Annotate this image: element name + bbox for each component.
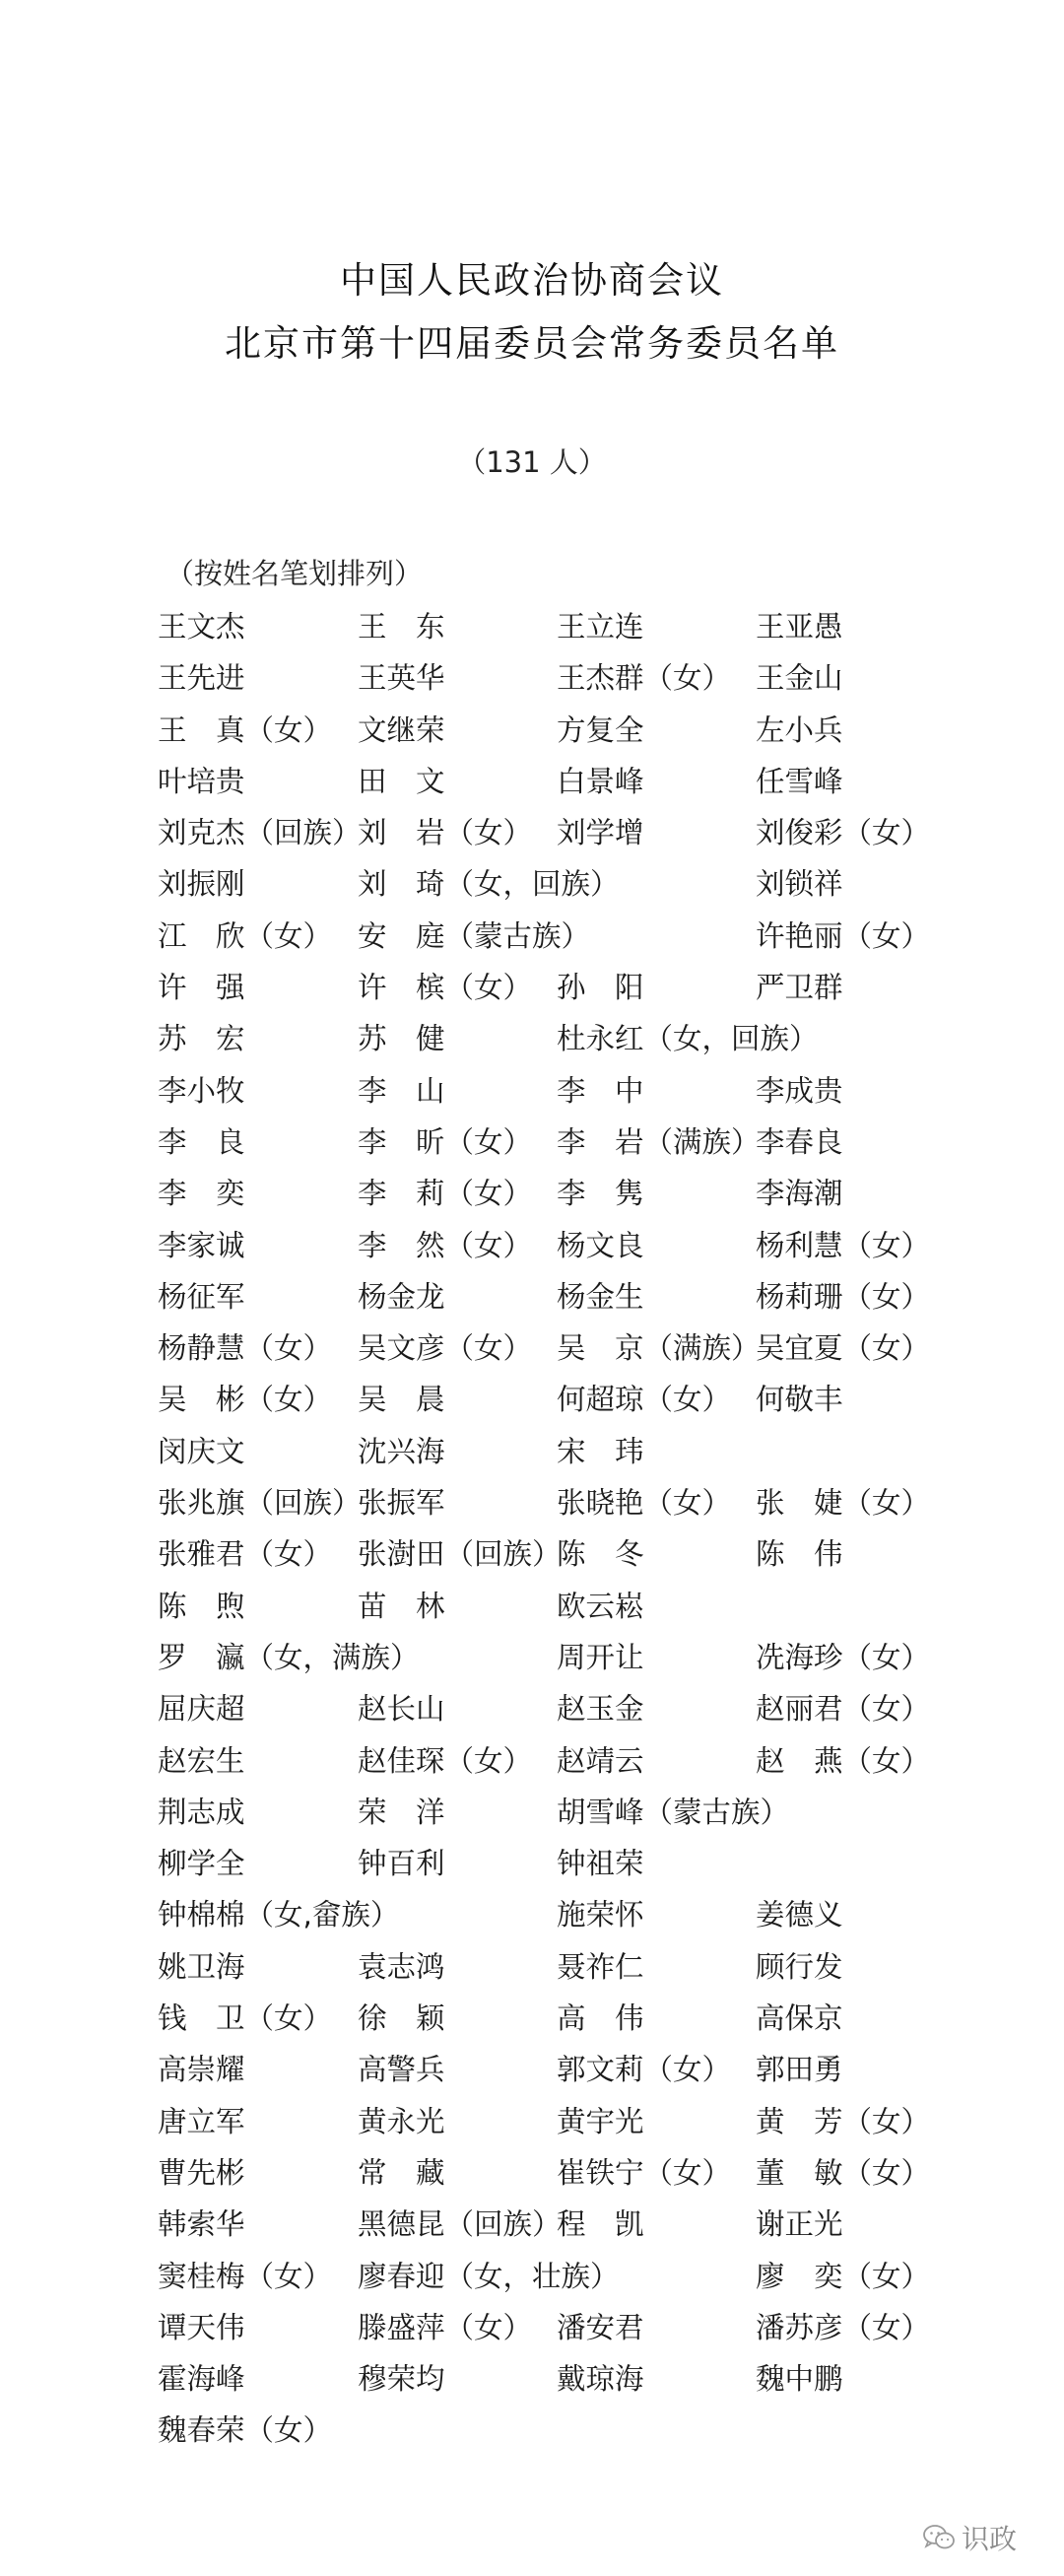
member-name: 王杰群（女） [557, 661, 732, 696]
member-name: 张澍田（回族） [358, 1537, 562, 1572]
member-name: 许 强 [158, 971, 245, 1005]
member-name: 姚卫海 [158, 1949, 245, 1984]
member-name: 刘学增 [557, 816, 644, 850]
member-name: 徐 颖 [358, 2001, 445, 2036]
member-name: 韩索华 [158, 2207, 245, 2242]
member-name: 李小牧 [158, 1073, 245, 1108]
member-name: 刘克杰（回族） [158, 816, 362, 850]
member-name: 潘安君 [557, 2310, 644, 2344]
member-name: 李 然（女） [358, 1228, 533, 1262]
name-row [158, 1941, 946, 1993]
name-row [158, 1632, 946, 1683]
name-row [158, 705, 946, 756]
name-row [158, 2405, 946, 2456]
member-name: 常 藏 [358, 2155, 445, 2190]
member-name: 文继荣 [358, 712, 445, 747]
member-name: 李 岩（满族） [557, 1124, 761, 1159]
member-name: 张 婕（女） [756, 1486, 931, 1521]
name-row [158, 1168, 946, 1219]
name-row [158, 1889, 946, 1940]
member-name: 窦桂梅（女） [158, 2259, 333, 2293]
member-name: 叶培贵 [158, 764, 245, 798]
member-name: 王金山 [756, 661, 843, 696]
member-name: 谢正光 [756, 2207, 843, 2242]
member-name: 刘 琦（女，回族） [358, 867, 620, 902]
member-name: 何敬丰 [756, 1383, 843, 1417]
member-name: 刘振刚 [158, 867, 245, 902]
name-row [158, 1322, 946, 1374]
member-name: 程 凯 [557, 2207, 644, 2242]
wechat-icon [922, 2524, 956, 2551]
member-name: 王文杰 [158, 610, 245, 644]
member-name: 钟棉棉（女,畲族） [158, 1898, 400, 1932]
name-row [158, 1013, 946, 1064]
member-name: 吴 晨 [358, 1383, 445, 1417]
member-name: 白景峰 [557, 764, 644, 798]
member-name: 聂祚仁 [557, 1949, 644, 1984]
member-name: 苗 林 [358, 1589, 445, 1623]
member-name: 郭田勇 [756, 2053, 843, 2087]
member-name: 荣 洋 [358, 1795, 445, 1829]
name-row [158, 1838, 946, 1889]
member-name: 董 敏（女） [756, 2155, 931, 2190]
member-name: 张振军 [358, 1486, 445, 1521]
name-row [158, 1477, 946, 1528]
member-name: 荆志成 [158, 1795, 245, 1829]
member-name: 吴 彬（女） [158, 1383, 333, 1417]
name-row [158, 601, 946, 652]
document-title-line-2: 北京市第十四届委员会常务委员名单 [225, 322, 839, 365]
member-name: 高 伟 [557, 2001, 644, 2036]
member-name: 左小兵 [756, 712, 843, 747]
member-name: 李成贵 [756, 1073, 843, 1108]
member-name: 袁志鸿 [358, 1949, 445, 1984]
member-name: 许艳丽（女） [756, 918, 931, 953]
name-row [158, 1426, 946, 1477]
member-name: 黑德昆（回族） [358, 2207, 562, 2242]
member-name: 李 莉（女） [358, 1177, 533, 1211]
member-name: 高警兵 [358, 2053, 445, 2087]
member-name: 钟祖荣 [557, 1847, 644, 1881]
member-name: 施荣怀 [557, 1898, 644, 1932]
member-name: 王 真（女） [158, 712, 333, 747]
name-row [158, 1787, 946, 1838]
member-name: 王立连 [557, 610, 644, 644]
member-name: 李海潮 [756, 1177, 843, 1211]
name-row [158, 652, 946, 704]
member-name: 张兆旗（回族） [158, 1486, 362, 1521]
name-row [158, 1581, 946, 1632]
member-name: 高崇耀 [158, 2053, 245, 2087]
member-name: 黄永光 [358, 2104, 445, 2138]
name-row [158, 2096, 946, 2147]
member-name: 杨莉珊（女） [756, 1279, 931, 1314]
member-name: 田 文 [358, 764, 445, 798]
member-name: 滕盛萍（女） [358, 2310, 533, 2344]
member-name: 潘苏彦（女） [756, 2310, 931, 2344]
member-name: 戴琼海 [557, 2362, 644, 2397]
member-name: 安 庭（蒙古族） [358, 918, 591, 953]
member-name: 黄宇光 [557, 2104, 644, 2138]
member-name: 欧云崧 [557, 1589, 644, 1623]
name-row [158, 1065, 946, 1117]
member-name: 崔铁宁（女） [557, 2155, 732, 2190]
name-row [158, 1117, 946, 1168]
member-name: 李 隽 [557, 1177, 644, 1211]
member-name: 郭文莉（女） [557, 2053, 732, 2087]
name-row [158, 1271, 946, 1322]
name-row [158, 1374, 946, 1425]
member-name: 姜德义 [756, 1898, 843, 1932]
member-name: 钱 卫（女） [158, 2001, 333, 2036]
document-title-line-1: 中国人民政治协商会议 [340, 259, 724, 302]
name-row [158, 1735, 946, 1787]
member-name: 李 中 [557, 1073, 644, 1108]
member-name: 高保京 [756, 2001, 843, 2036]
member-name: 何超琼（女） [557, 1383, 732, 1417]
ordering-note: （按姓名笔划排列） [166, 557, 424, 590]
member-name: 顾行发 [756, 1949, 843, 1984]
member-name: 孙 阳 [557, 971, 644, 1005]
name-row [158, 1683, 946, 1734]
name-row [158, 1993, 946, 2044]
member-name: 宋 玮 [557, 1434, 644, 1468]
member-name: 胡雪峰（蒙古族） [557, 1795, 790, 1829]
member-name: 陈 冬 [557, 1537, 644, 1572]
watermark-text: 识政 [962, 2523, 1018, 2555]
member-name: 刘锁祥 [756, 867, 843, 902]
member-name: 廖 奕（女） [756, 2259, 931, 2293]
member-name: 李春良 [756, 1124, 843, 1159]
member-name: 李 良 [158, 1124, 245, 1159]
member-name: 任雪峰 [756, 764, 843, 798]
member-name: 穆荣均 [358, 2362, 445, 2397]
member-name: 周开让 [557, 1640, 644, 1674]
member-name: 张晓艳（女） [557, 1486, 732, 1521]
member-name: 杨金生 [557, 1279, 644, 1314]
watermark [922, 2518, 1017, 2557]
member-name: 王先进 [158, 661, 245, 696]
name-row [158, 2353, 946, 2405]
member-name: 吴宜夏（女） [756, 1331, 931, 1366]
name-row [158, 1528, 946, 1580]
member-name: 赵长山 [358, 1692, 445, 1727]
member-name: 吴文彦（女） [358, 1331, 533, 1366]
name-row [158, 2147, 946, 2199]
member-name: 赵 燕（女） [756, 1743, 931, 1778]
member-name: 谭天伟 [158, 2310, 245, 2344]
name-row [158, 807, 946, 858]
name-row [158, 858, 946, 910]
member-name: 廖春迎（女，壮族） [358, 2259, 620, 2293]
name-row [158, 962, 946, 1013]
member-name: 方复全 [557, 712, 644, 747]
member-name: 沈兴海 [358, 1434, 445, 1468]
member-name: 王亚愚 [756, 610, 843, 644]
member-count: （131 人） [457, 445, 607, 479]
member-name: 赵玉金 [557, 1692, 644, 1727]
member-name: 杜永红（女，回族） [557, 1022, 819, 1056]
member-name: 屈庆超 [158, 1692, 245, 1727]
member-name: 赵丽君（女） [756, 1692, 931, 1727]
member-name: 赵靖云 [557, 1743, 644, 1778]
member-name: 刘俊彩（女） [756, 816, 931, 850]
member-name: 魏中鹏 [756, 2362, 843, 2397]
member-name: 张雅君（女） [158, 1537, 333, 1572]
member-name: 杨静慧（女） [158, 1331, 333, 1366]
member-name: 吴 京（满族） [557, 1331, 761, 1366]
member-name: 黄 芳（女） [756, 2104, 931, 2138]
name-row [158, 756, 946, 807]
member-name: 赵佳琛（女） [358, 1743, 533, 1778]
member-name: 李 昕（女） [358, 1124, 533, 1159]
member-name: 李 奕 [158, 1177, 245, 1211]
member-name: 陈 伟 [756, 1537, 843, 1572]
name-row [158, 1220, 946, 1271]
name-row [158, 2199, 946, 2250]
member-name: 闵庆文 [158, 1434, 245, 1468]
member-name: 王英华 [358, 661, 445, 696]
member-name: 许 槟（女） [358, 971, 533, 1005]
member-name: 霍海峰 [158, 2362, 245, 2397]
member-name-grid [158, 601, 946, 2457]
member-name: 苏 健 [358, 1022, 445, 1056]
name-row [158, 2251, 946, 2302]
member-name: 陈 煦 [158, 1589, 245, 1623]
member-name: 杨文良 [557, 1228, 644, 1262]
member-name: 钟百利 [358, 1847, 445, 1881]
member-name: 唐立军 [158, 2104, 245, 2138]
member-name: 曹先彬 [158, 2155, 245, 2190]
member-name: 冼海珍（女） [756, 1640, 931, 1674]
name-row [158, 911, 946, 962]
member-name: 罗 瀛（女，满族） [158, 1640, 420, 1674]
member-name: 李家诚 [158, 1228, 245, 1262]
member-name: 柳学全 [158, 1847, 245, 1881]
member-name: 杨利慧（女） [756, 1228, 931, 1262]
member-name: 严卫群 [756, 971, 843, 1005]
member-name: 王 东 [358, 610, 445, 644]
member-name: 刘 岩（女） [358, 816, 533, 850]
member-name: 江 欣（女） [158, 918, 333, 953]
member-name: 杨金龙 [358, 1279, 445, 1314]
member-name: 魏春荣（女） [158, 2413, 333, 2448]
member-name: 苏 宏 [158, 1022, 245, 1056]
member-name: 李 山 [358, 1073, 445, 1108]
name-row [158, 2044, 946, 2095]
member-name: 赵宏生 [158, 1743, 245, 1778]
name-row [158, 2302, 946, 2353]
member-name: 杨征军 [158, 1279, 245, 1314]
